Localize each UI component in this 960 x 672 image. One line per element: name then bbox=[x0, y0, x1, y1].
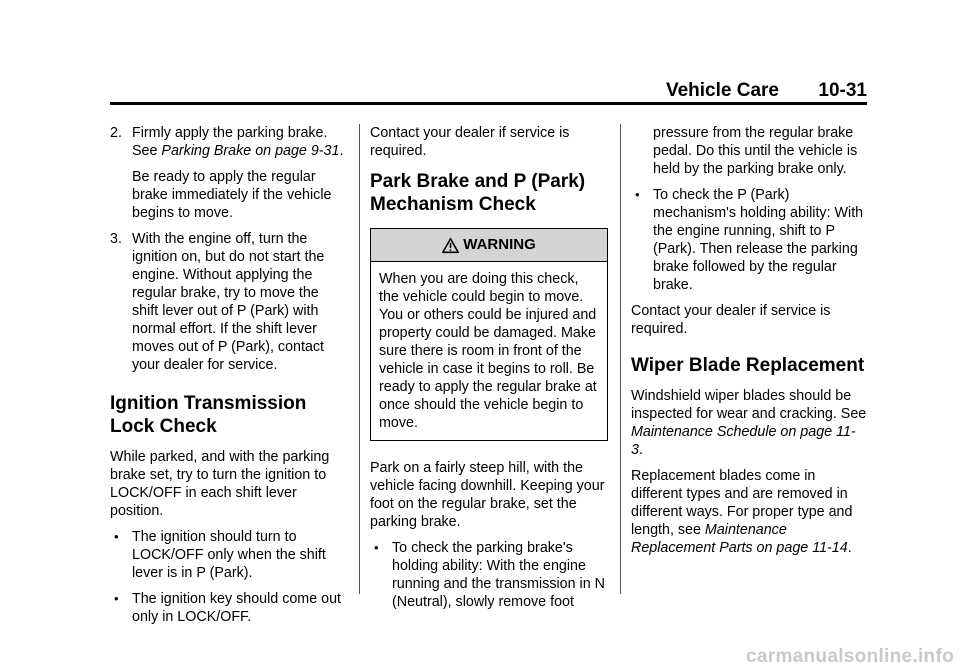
cross-reference-link[interactable]: Maintenance Replacement Parts on page 11-14 bbox=[631, 522, 848, 556]
section-heading: Wiper Blade Replacement bbox=[631, 355, 865, 376]
page-number: 10-31 bbox=[818, 80, 867, 101]
column-divider bbox=[620, 124, 621, 594]
list-item-text: pressure from the regular brake pedal. Do this until the vehicle is held by the parking brake only. bbox=[653, 125, 858, 177]
step-number: 3. bbox=[110, 231, 122, 247]
paragraph bbox=[631, 387, 867, 459]
list-item bbox=[631, 186, 867, 294]
list-item-continued bbox=[631, 124, 867, 178]
step-text bbox=[132, 124, 346, 160]
warning-text: When you are doing this check, the vehicle could begin to move. You or others could be injured and property could be damaged. Make sure there is room in front of the vehicle in case it begins to roll. Be ready to apply the regular brake at once should the vehicle begin to move. bbox=[379, 271, 597, 431]
paragraph-text: Replacement blades come in different types and are removed in different ways. For proper type and length, see bbox=[631, 468, 853, 538]
paragraph bbox=[631, 467, 867, 557]
list-item-text: To check the parking brake's holding ability: With the engine running and the transmission in N (Neutral), slowly remove foot bbox=[392, 540, 605, 610]
cross-reference-link[interactable]: Maintenance Schedule on page 11-3 bbox=[631, 424, 856, 458]
header-rule bbox=[110, 102, 867, 105]
punctuation: . bbox=[638, 442, 643, 458]
step-text: With the engine off, turn the ignition on, but do not start the engine. Without applying the regular brake, try to move the shift lever out of P (Park) with normal effort. If the shift lever moves out of P (Park), contact your dealer for service. bbox=[132, 231, 325, 373]
paragraph: Park on a fairly steep hill, with the vehicle facing downhill. Keeping your foot on the regular brake, set the parking brake. bbox=[370, 460, 605, 530]
bullet-icon: • bbox=[114, 591, 119, 606]
bullet-icon: • bbox=[374, 540, 379, 555]
step-number: 2. bbox=[110, 125, 122, 141]
step-note: Be ready to apply the regular brake immediately if the vehicle begins to move. bbox=[132, 169, 332, 221]
page-header bbox=[110, 80, 867, 102]
warning-triangle-icon bbox=[442, 237, 459, 254]
list-item bbox=[370, 539, 608, 611]
warning-title: WARNING bbox=[463, 236, 536, 253]
paragraph: Contact your dealer if service is required. bbox=[631, 303, 831, 337]
paragraph: Contact your dealer if service is required. bbox=[370, 125, 570, 159]
punctuation: . bbox=[847, 540, 852, 556]
paragraph: While parked, and with the parking brake set, try to turn the ignition to LOCK/OFF in each shift lever position. bbox=[110, 449, 330, 519]
step-2 bbox=[110, 124, 346, 222]
list-item-text: The ignition key should come out only in LOCK/OFF. bbox=[132, 591, 342, 625]
column-1 bbox=[110, 124, 346, 634]
section-heading: Park Brake and P (Park) Mechanism Check bbox=[370, 171, 586, 215]
punctuation: . bbox=[339, 143, 344, 159]
bullet-icon: • bbox=[114, 529, 119, 544]
warning-box bbox=[370, 228, 608, 441]
list-item-text: To check the P (Park) mechanism's holding ability: With the engine running, shift to P (Park). Then release the parking brake followed by the regular brake. bbox=[653, 187, 864, 293]
section-heading: Ignition Transmission Lock Check bbox=[110, 393, 307, 437]
list-item bbox=[110, 590, 346, 626]
list-item bbox=[110, 528, 346, 582]
step-text-body: Firmly apply the parking brake. See bbox=[132, 125, 328, 159]
column-2 bbox=[370, 124, 608, 619]
bullet-icon: • bbox=[635, 187, 640, 202]
column-3 bbox=[631, 124, 867, 565]
column-divider bbox=[359, 124, 360, 594]
cross-reference-link[interactable]: Parking Brake on page 9-31 bbox=[161, 143, 340, 159]
warning-body bbox=[371, 262, 607, 440]
list-item-text: The ignition should turn to LOCK/OFF only when the shift lever is in P (Park). bbox=[132, 529, 326, 581]
paragraph-text: Windshield wiper blades should be inspected for wear and cracking. See bbox=[631, 388, 867, 422]
step-3 bbox=[110, 230, 346, 374]
warning-header bbox=[371, 229, 607, 262]
section-title: Vehicle Care bbox=[665, 80, 779, 101]
watermark: carmanualsonline.info bbox=[746, 646, 954, 667]
